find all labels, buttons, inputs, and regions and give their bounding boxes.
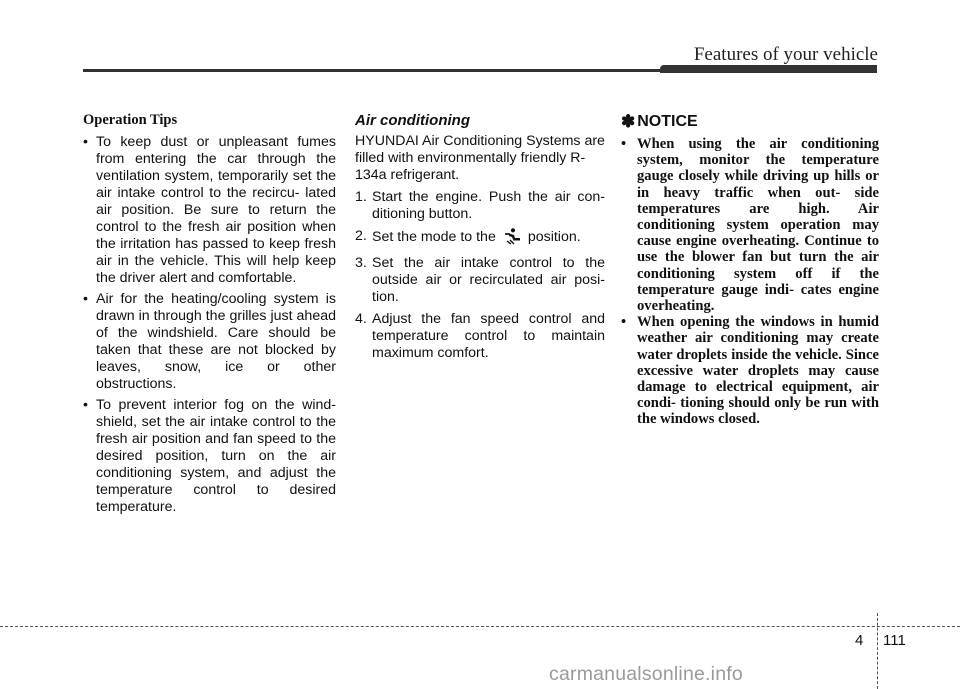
operation-tips-column <box>83 112 336 520</box>
list-item <box>355 189 605 223</box>
mode-floor-vent-icon <box>504 228 524 250</box>
step-number: 4. <box>355 311 367 327</box>
list-item: • When opening the windows in humid weather air conditioning may create water droplets inside the vehicle. Since excessive water droplets may cause damage to electrical equipment, air condi- tioning should only be run with the windows closed. <box>621 314 879 427</box>
step-text: position. <box>527 229 581 245</box>
list-item <box>355 255 605 306</box>
air-conditioning-column <box>355 112 605 367</box>
footer-divider <box>877 613 878 689</box>
footer-rule <box>0 626 960 627</box>
list-item <box>355 311 605 362</box>
air-conditioning-steps <box>355 189 605 362</box>
air-conditioning-intro: HYUNDAI Air Conditioning Systems are filled with environmentally friendly R-134a refrigerant. <box>355 133 605 183</box>
notice-list <box>621 136 879 428</box>
step-text: Set the air intake control to the outside air or recirculated air posi- tion. <box>372 255 605 305</box>
step-number: 3. <box>355 255 367 271</box>
page-number: 111 <box>883 632 906 649</box>
operation-tips-list <box>83 134 336 516</box>
list-item: • To keep dust or unpleasant fumes from entering the car through the ventilation system, temporarily set the air intake control to the recircu- lated air position. Be sure to return the control to the fresh air position when the irritation has passed to keep fresh air in the vehicle. This will help keep the driver alert and comfortable. <box>83 134 336 287</box>
chapter-number: 4 <box>855 632 864 649</box>
list-item <box>355 228 605 250</box>
step-text: Start the engine. Push the air con- ditioning button. <box>372 189 605 222</box>
step-number: 2. <box>355 228 367 244</box>
list-item: • To prevent interior fog on the wind- shield, set the air intake control to the fresh air position and fan speed to the desired position, turn on the air conditioning system, and adjust the temperature control to desired temperature. <box>83 397 336 516</box>
section-title: Features of your vehicle <box>693 44 878 65</box>
watermark: carmanualsonline.info <box>549 663 743 685</box>
step-number: 1. <box>355 189 367 205</box>
notice-column <box>621 112 879 428</box>
notice-heading-text: NOTICE <box>637 113 698 130</box>
step-text: Set the mode to the <box>372 229 496 245</box>
list-item: • When using the air conditioning system, monitor the temperature gauge closely while driving up hills or in heavy traffic when out- side temperatures are high. Air conditioning system operation may cause engine overheating. Continue to use the blower fan but turn the air conditioning system off if the temperature gauge indi- cates engine overheating. <box>621 136 879 314</box>
notice-star-icon: ✽ <box>621 112 636 131</box>
notice-heading <box>621 112 879 132</box>
list-item: • Air for the heating/cooling system is drawn in through the grilles just ahead of the windshield. Care should be taken that these are not blocked by leaves, snow, ice or other obstructions. <box>83 291 336 393</box>
operation-tips-heading: Operation Tips <box>83 112 178 128</box>
header-tab-bar <box>660 65 877 73</box>
step-text: Adjust the fan speed control and temperature control to maintain maximum comfort. <box>372 311 605 361</box>
air-conditioning-heading: Air conditioning <box>355 112 470 129</box>
